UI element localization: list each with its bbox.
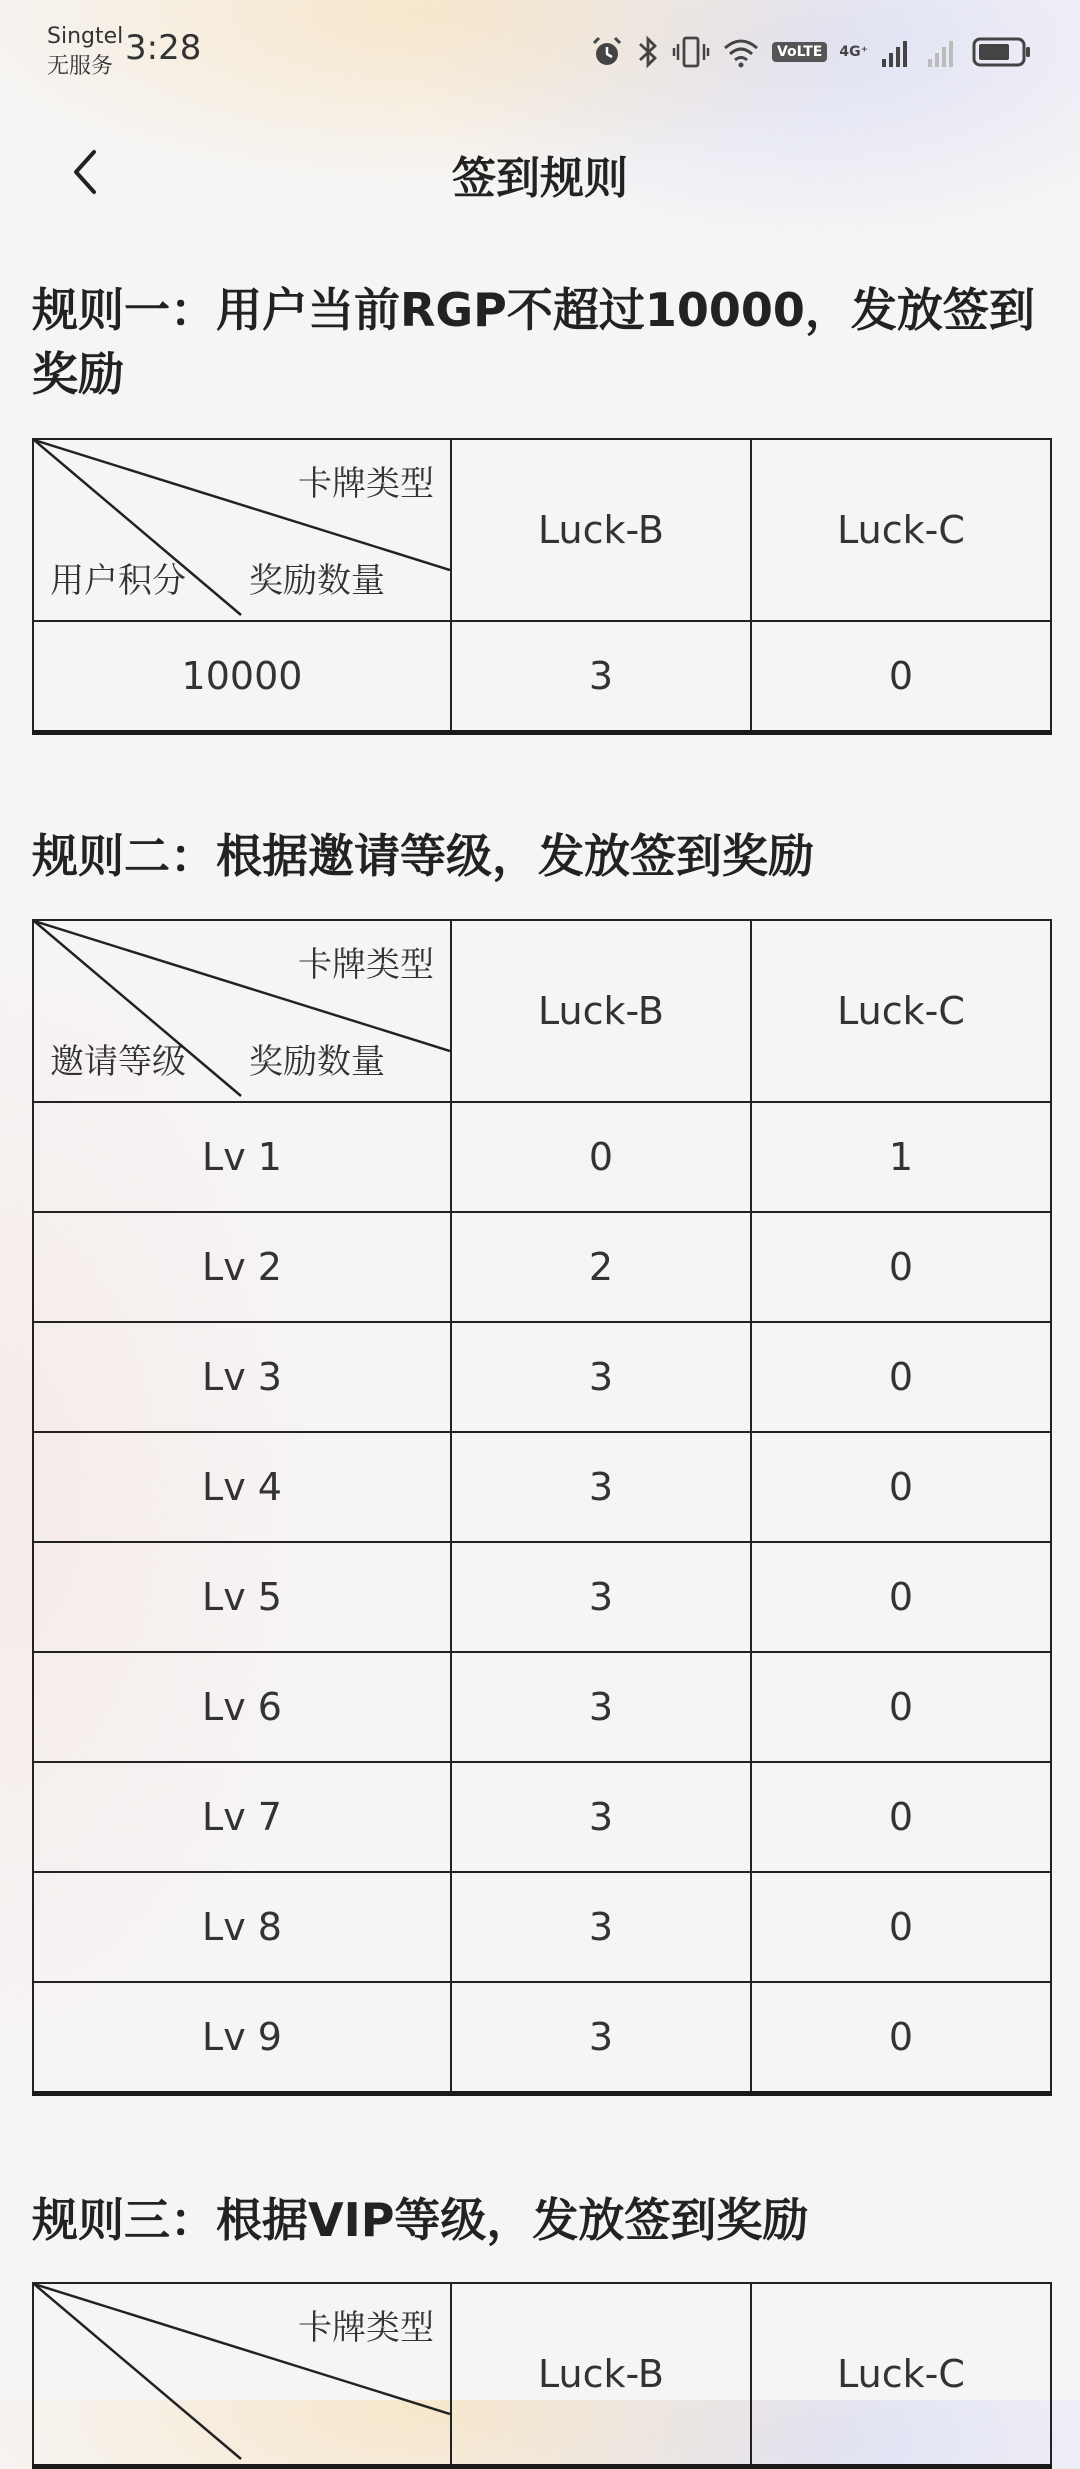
luck-c-value: 0	[751, 1322, 1051, 1432]
table-row	[33, 1762, 1051, 1872]
row-label: Lv 6	[33, 1652, 451, 1762]
column-header-luck-b: Luck-B	[451, 920, 751, 1102]
invite-level-label: 邀请等级	[50, 1042, 186, 1082]
vibrate-icon	[672, 35, 710, 69]
status-icons	[590, 30, 1032, 74]
luck-c-value: 0	[751, 1982, 1051, 2094]
rule3-title: 规则三：根据VIP等级，发放签到奖励	[32, 2193, 809, 2247]
luck-c-value: 1	[751, 1102, 1051, 1212]
column-header-luck-c: Luck-C	[751, 439, 1051, 621]
diagonal-header-cell	[33, 2283, 451, 2467]
carrier-name: Singtel	[47, 24, 124, 49]
carrier-info	[47, 22, 123, 82]
reward-count-label: 奖励数量	[249, 561, 385, 601]
signal-secondary-icon	[926, 35, 960, 69]
carrier-status: 无服务	[47, 54, 114, 79]
rule2-title: 规则二：根据邀请等级，发放签到奖励	[32, 829, 814, 883]
row-label: Lv 1	[33, 1102, 451, 1212]
row-label: Lv 2	[33, 1212, 451, 1322]
luck-b-value: 3	[451, 1322, 751, 1432]
page-title: 签到规则	[452, 153, 628, 204]
table-header-row	[33, 439, 1051, 621]
volte-badge: VoLTE	[772, 42, 827, 62]
diagonal-header-cell	[33, 439, 451, 621]
status-time: 3:28	[125, 28, 202, 68]
rule1-table	[32, 438, 1052, 735]
luck-b-value: 3	[451, 1982, 751, 2094]
luck-c-value: 0	[751, 1542, 1051, 1652]
luck-c-value: 0	[751, 1762, 1051, 1872]
table-row	[33, 1872, 1051, 1982]
table-row	[33, 1652, 1051, 1762]
card-type-label: 卡牌类型	[298, 945, 434, 985]
user-points-label: 用户积分	[50, 561, 186, 601]
column-header-luck-b: Luck-B	[451, 439, 751, 621]
row-label: Lv 8	[33, 1872, 451, 1982]
luck-b-value: 3	[451, 1542, 751, 1652]
column-header-luck-b: Luck-B	[451, 2283, 751, 2467]
diagonal-header-cell	[33, 920, 451, 1102]
status-bar	[0, 0, 1080, 110]
reward-count-label: 奖励数量	[249, 1042, 385, 1082]
table-row	[33, 1212, 1051, 1322]
luck-b-value: 2	[451, 1212, 751, 1322]
table-header-row	[33, 920, 1051, 1102]
rule2-table	[32, 919, 1052, 2096]
row-label: 10000	[33, 621, 451, 733]
row-label: Lv 7	[33, 1762, 451, 1872]
card-type-label: 卡牌类型	[298, 2308, 434, 2348]
row-label: Lv 9	[33, 1982, 451, 2094]
table-header-row	[33, 2283, 1051, 2467]
rule3-table	[32, 2282, 1052, 2469]
luck-b-value: 3	[451, 1432, 751, 1542]
luck-c-value: 0	[751, 621, 1051, 733]
table-row	[33, 1432, 1051, 1542]
luck-b-value: 3	[451, 1872, 751, 1982]
battery-icon	[972, 36, 1032, 68]
bluetooth-icon	[636, 34, 660, 70]
luck-b-value: 3	[451, 1762, 751, 1872]
rule1-title: 规则一：用户当前RGP不超过10000，发放签到奖励	[32, 283, 1035, 401]
row-label: Lv 4	[33, 1432, 451, 1542]
table-row	[33, 1322, 1051, 1432]
alarm-icon	[590, 35, 624, 69]
network-type: 4G⁺	[839, 44, 868, 60]
table-row	[33, 1542, 1051, 1652]
table-row	[33, 1982, 1051, 2094]
luck-c-value: 0	[751, 1652, 1051, 1762]
wifi-icon	[722, 36, 760, 68]
luck-b-value: 3	[451, 1652, 751, 1762]
table-row	[33, 621, 1051, 733]
row-label: Lv 5	[33, 1542, 451, 1652]
luck-b-value: 3	[451, 621, 751, 733]
luck-c-value: 0	[751, 1432, 1051, 1542]
table-row	[33, 1102, 1051, 1212]
luck-c-value: 0	[751, 1872, 1051, 1982]
luck-c-value: 0	[751, 1212, 1051, 1322]
column-header-luck-c: Luck-C	[751, 920, 1051, 1102]
luck-b-value: 0	[451, 1102, 751, 1212]
card-type-label: 卡牌类型	[298, 464, 434, 504]
signal-icon	[880, 35, 914, 69]
column-header-luck-c: Luck-C	[751, 2283, 1051, 2467]
row-label: Lv 3	[33, 1322, 451, 1432]
